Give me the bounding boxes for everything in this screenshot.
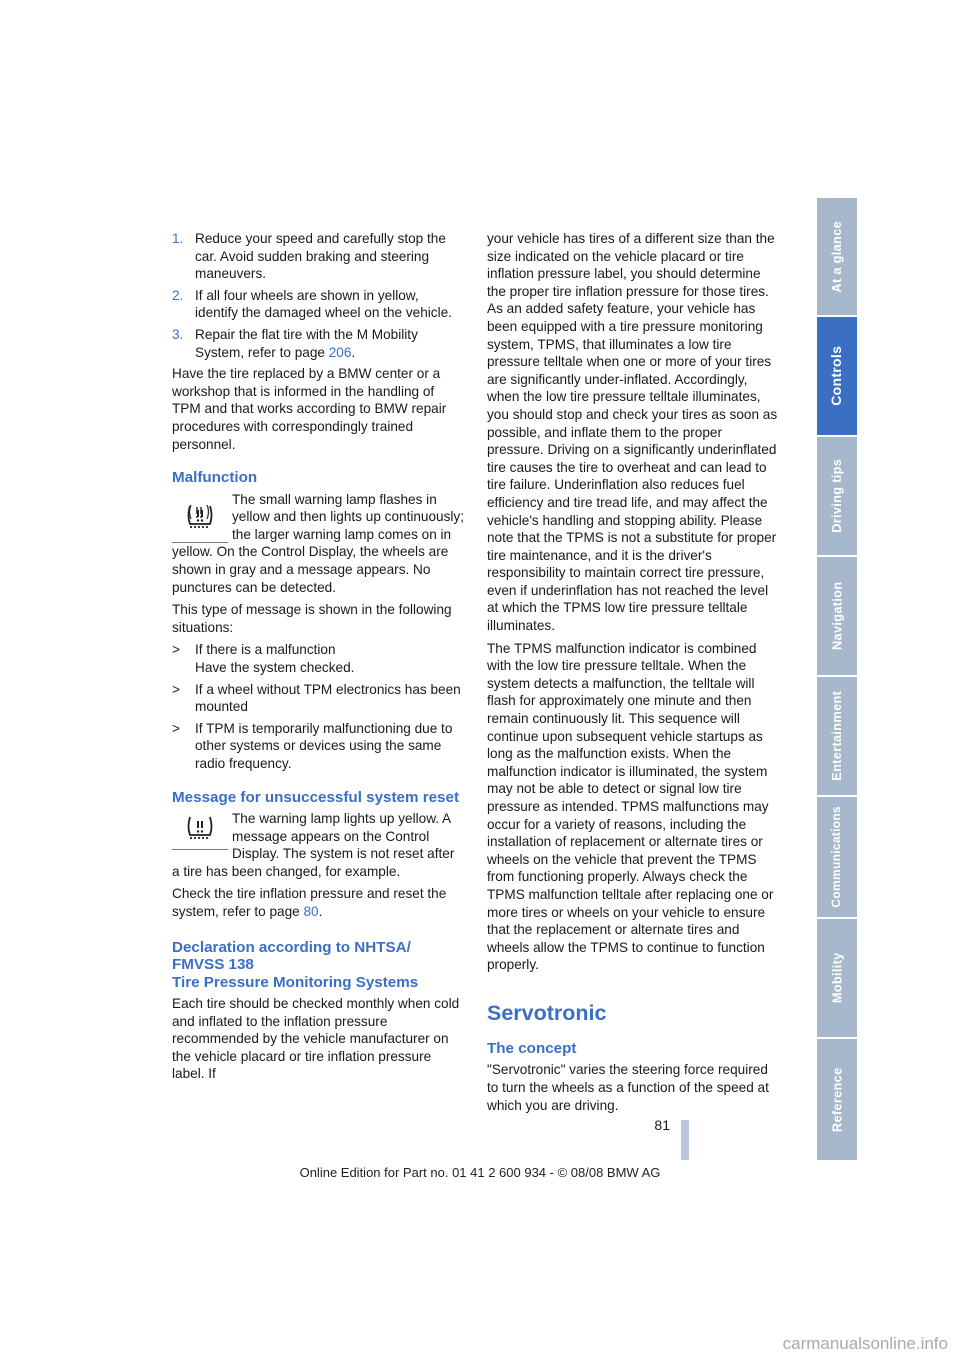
reset-check [172, 885, 464, 920]
right-column [487, 230, 779, 1119]
step-1 [172, 230, 464, 283]
tab-navigation[interactable]: Navigation [817, 557, 857, 675]
malfunction-intro: This type of message is shown in the following situations: [172, 602, 452, 635]
malfunction-block [172, 491, 464, 597]
left-column [172, 230, 464, 1088]
step-text-end: . [351, 344, 356, 360]
reset-check-end: . [318, 904, 323, 919]
tab-reference[interactable]: Reference [817, 1039, 857, 1160]
tab-controls[interactable]: Controls [817, 317, 857, 435]
step-text: If all four wheels are shown in yellow, identify the damaged wheel on the vehicle. [195, 287, 452, 321]
tire-pressure-warning-icon [186, 503, 214, 531]
servotronic-body: "Servotronic" varies the steering force required to turn the wheels as a function of the speed at which you are driving. [487, 1062, 769, 1113]
step-2 [172, 287, 464, 322]
warning-lamp-figure [172, 493, 228, 543]
bullet-text: If a wheel without TPM electronics has been mounted [195, 681, 461, 715]
footer-text: Online Edition for Part no. 01 41 2 600 934 - © 08/08 BMW AG [299, 1165, 661, 1180]
nhtsa-body: Each tire should be checked monthly when cold and inflated to the inflation pressure recommended by the vehicle manufacturer on the vehicle placard or tire inflation pressure label. If [172, 996, 460, 1082]
replace-paragraph: Have the tire replaced by a BMW center or a workshop that is informed in the handling of TPM and that works according to BMW repair procedures with correspondingly trained personnel. [172, 366, 447, 452]
reset-check-text: Check the tire inflation pressure and reset the system, refer to page [172, 886, 447, 919]
tire-pressure-warning-icon [186, 814, 214, 842]
step-3 [172, 326, 464, 361]
page-link-206[interactable]: 206 [328, 344, 352, 360]
tpms-paragraph-1: your vehicle has tires of a different size than the size indicated on the vehicle placard or tire inflation pressure label, you should determine the proper tire inflation pressure for those tires. As an added safety feature, your vehicle has been equipped with a tire pressure monitoring system, TPMS, that illuminates a low tire pressure telltale when one or more of your tires are significantly under-inflated. Accordingly, when the low tire pressure telltale illuminates, you should stop and check your tires as soon as possible, and inflate them to the proper pressure. Driving on a significantly underinflated tire causes the tire to overheat and can lead to tire failure. Underinflation also reduces fuel efficiency and tire tread life, and may affect the vehicle's handling and stopping ability. Please note that the TPMS is not a substitute for proper tire maintenance, and it is the driver's responsibility to maintain correct tire pressure, even if underinflation has not reached the level at which the TPMS low tire pressure telltale illuminates. [487, 231, 778, 634]
reset-heading: Message for unsuccessful system reset [172, 788, 460, 806]
bullet-item: > If there is a malfunction Have the system checked. [172, 642, 355, 675]
page-number: 81 [654, 1117, 670, 1133]
page-link-80[interactable]: 80 [303, 904, 319, 919]
tab-mobility[interactable]: Mobility [817, 919, 857, 1037]
step-text: Repair the flat tire with the M Mobility System, refer to page [195, 326, 418, 360]
malfunction-heading: Malfunction [172, 469, 258, 487]
bullet-subtext: Have the system checked. [195, 659, 355, 675]
step-number: 3. [172, 326, 184, 342]
tab-communications[interactable]: Communications [817, 797, 857, 917]
step-number: 1. [172, 231, 184, 246]
bullet-text: If there is a malfunction [195, 642, 336, 658]
concept-heading: The concept [487, 1039, 577, 1057]
tpms-heading: Tire Pressure Monitoring Systems [172, 973, 419, 991]
reset-body: The warning lamp lights up yellow. A message appears on the Control Display. The system is not reset after a tire has been changed, for example. [172, 811, 455, 879]
malfunction-body: The small warning lamp flashes in yellow and then lights up continuously; the larger warning lamp comes on in yellow. On the Control Display, the wheels are shown in gray and a message appears. No punctures can be detected. [172, 491, 464, 595]
tab-entertainment[interactable]: Entertainment [817, 677, 857, 795]
tab-at-a-glance[interactable]: At a glance [817, 198, 857, 315]
section-tabs [817, 198, 857, 1160]
nhtsa-heading: Declaration according to NHTSA/ FMVSS 138 [172, 938, 411, 974]
page-marker-bar [681, 1120, 689, 1160]
tab-driving-tips[interactable]: Driving tips [817, 437, 857, 555]
bullet-item: > If TPM is temporarily malfunctioning due to other systems or devices using the same radio frequency. [172, 720, 453, 771]
warning-lamp-figure [172, 812, 228, 850]
servotronic-heading: Servotronic [487, 1000, 607, 1025]
bullet-item: > If a wheel without TPM electronics has been mounted [172, 681, 461, 715]
tpms-paragraph-2: The TPMS malfunction indicator is combined with the low tire pressure telltale. When the system detects a malfunction, the telltale will flash for approximately one minute and then remain continuously lit. This sequence will continue upon subsequent vehicle startups as long as the malfunction exists. When the malfunction indicator is illuminated, the system may not be able to detect or signal low tire pressure as intended. TPMS malfunctions may occur for a variety of reasons, including the installation of replacement or alternate tires or wheels on the vehicle that prevent the TPMS from functioning properly. Always check the TPMS malfunction telltale after replacing one or more tires or wheels on your vehicle to ensure that the replacement or alternate tires and wheels allow the TPMS to continue to function properly. [487, 640, 774, 973]
step-number: 2. [172, 287, 184, 303]
step-text: Reduce your speed and carefully stop the car. Avoid sudden braking and steering maneuvers. [195, 231, 446, 282]
bullet-text: If TPM is temporarily malfunctioning due to other systems or devices using the same radio frequency. [195, 720, 453, 771]
reset-block [172, 810, 464, 880]
watermark: carmanualsonline.info [782, 1334, 948, 1353]
